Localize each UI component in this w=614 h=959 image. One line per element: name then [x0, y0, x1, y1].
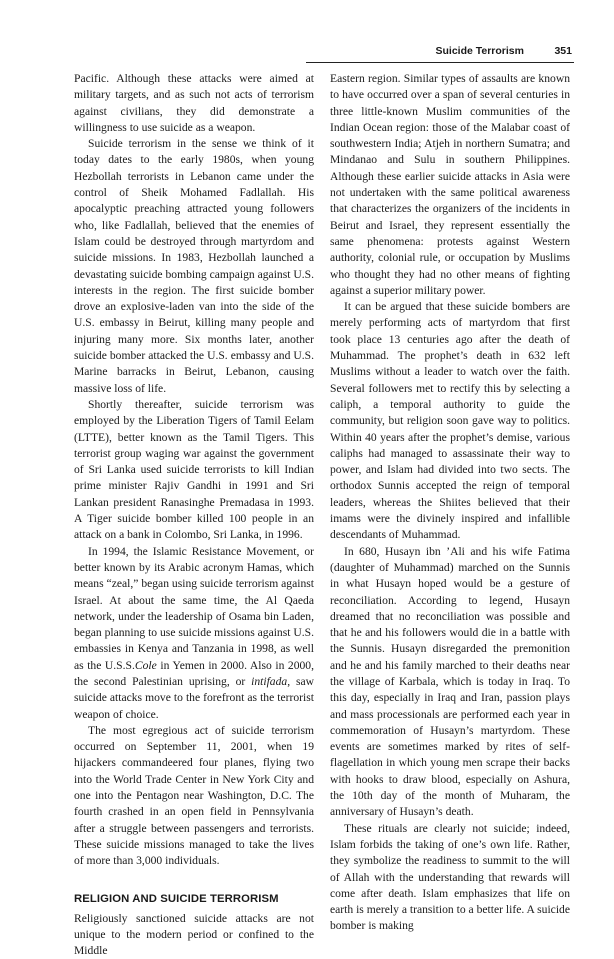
left-column: [74, 71, 314, 959]
section-heading: RELIGION AND SUICIDE TERRORISM: [74, 892, 279, 905]
paragraph: The most egregious act of suicide terrorism occurred on September 11, 2001, when 19 hijackers commandeered four planes, flying two into the World Trade Center in New York City and one into the Pentagon near Washington, D.C. The fourth crashed in an open field in Pennsylvania after a struggle between passengers and terrorists. These suicide missions managed to take the lives of more than 3,000 individuals.: [74, 723, 314, 868]
paragraph: It can be argued that these suicide bombers are merely performing acts of martyrdom that first took place 13 centuries ago after the death of Muhammad. The prophet’s death in 632 left Muslims without a leader to watch over the faith. Several followers met to rectify this by selecting a caliph, a temporal authority to guide the community, but religion soon gave way to politics. Within 40 years after the prophet’s demise, various caliphs had managed to assassinate their way to power, and Islam had divided into two sects. The orthodox Sunnis accepted the reign of temporal leaders, whereas the Shiites believed that their imams were the divinely inspired and infallible descendants of Muhammad.: [330, 300, 570, 542]
text-run: In 1994, the Islamic Resistance Movement, or better known by its Arabic acronym Hamas, which means “zeal,” began using suicide terrorism against Israel. At about the same time, the Al Qaeda network, under the leadership of Osama bin Laden, began planning to use suicide missions against U.S. embassies in Kenya and Tanzania in 1998, as well as the U.S.S.: [74, 544, 314, 672]
paragraph: [74, 544, 314, 723]
paragraph: In 680, Husayn ibn ’Ali and his wife Fatima (daughter of Muhammad) marched on the Sunnis in what Husayn hoped would be a gesture of reconciliation. According to legend, Husayn dreamed that no reconciliation was possible and that he and his followers would die in a battle with the Sunnis. Husayn disregarded the premonition and he and his family marched to their deaths near the village of Karbala, which is today in Iraq. To this day, especially in Iraq and Iran, passion plays and mass processionals are performed each year in commemoration of Husayn’s martyrdom. These events are sometimes marked by rites of self-flagellation in which young men scrape their backs with hooks to draw blood, especially on Ashura, the 10th day of the month of Muharam, the anniversary of Husayn’s death.: [330, 544, 570, 819]
text-run: in Yemen in 2000. Also in 2000, the second Palestinian uprising, or: [74, 658, 314, 688]
page-number: 351: [554, 45, 572, 57]
text-run: , saw suicide attacks move to the forefront as the terrorist weapon of choice.: [74, 674, 314, 721]
paragraph: Pacific. Although these attacks were aimed at military targets, and as such not acts of terrorism against civilians, they did demonstrate a willingness to use suicide as a weapon.: [74, 72, 314, 134]
running-title: Suicide Terrorism: [435, 45, 524, 57]
running-header: [306, 44, 574, 63]
paragraph: Shortly thereafter, suicide terrorism was employed by the Liberation Tigers of Tamil Eelam (LTTE), better known as the Tamil Tigers. This terrorist group waging war against the government of Sri Lanka used suicide terrorists to kill Indian prime minister Rajiv Gandhi in 1991 and Sri Lankan president Ranasinghe Premadasa in 1993. A Tiger suicide bomber killed 100 people in an attack on a bank in Colombo, Sri Lanka, in 1996.: [74, 397, 314, 542]
italic-term: intifada: [251, 674, 288, 688]
paragraph: Eastern region. Similar types of assaults are known to have occurred over a span of several centuries in three little-known Muslim communities of the Indian Ocean region: those of the Malabar coast of southwestern India; Atjeh in northern Sumatra; and Mindanao and Sulu in southern Philippines. Although these earlier suicide attacks in Asia were not undertaken with the same political awareness that characterizes the organizers of the incidents in Beirut and Israel, they represent essentially the same phenomena: protests against Western authority, colonial rule, or occupation by Muslims who thought they had no other means of fighting against a superior military power.: [330, 72, 570, 297]
paragraph: These rituals are clearly not suicide; indeed, Islam forbids the taking of one’s own life. Rather, they symbolize the readiness to summit to the will of Allah with the understanding that rewards will come after death. Islam emphasizes that life on earth is merely a transition to a better life. A suicide bomber is making: [330, 821, 570, 933]
right-column: [330, 71, 570, 935]
ship-name: Cole: [134, 658, 157, 672]
paragraph: Suicide terrorism in the sense we think of it today dates to the early 1980s, when young Hezbollah terrorists in Lebanon came under the control of Sheik Mohamed Fadlallah. His apocalyptic preaching attracted young followers who, like Fadlallah, believed that the enemies of Islam could be destroyed through martyrdom and suicide missions. In 1983, Hezbollah launched a devastating suicide bombing campaign against U.S. interests in the region. The first suicide bomber drove an explosive-laden van into the side of the U.S. embassy in Beirut, killing many people and injuring many more. Six months later, another suicide bomber attacked the U.S. embassy and U.S. Marine barracks in Beirut, Lebanon, causing massive loss of life.: [74, 137, 314, 395]
paragraph: Religiously sanctioned suicide attacks are not unique to the modern period or confined to the Middle: [74, 911, 314, 958]
